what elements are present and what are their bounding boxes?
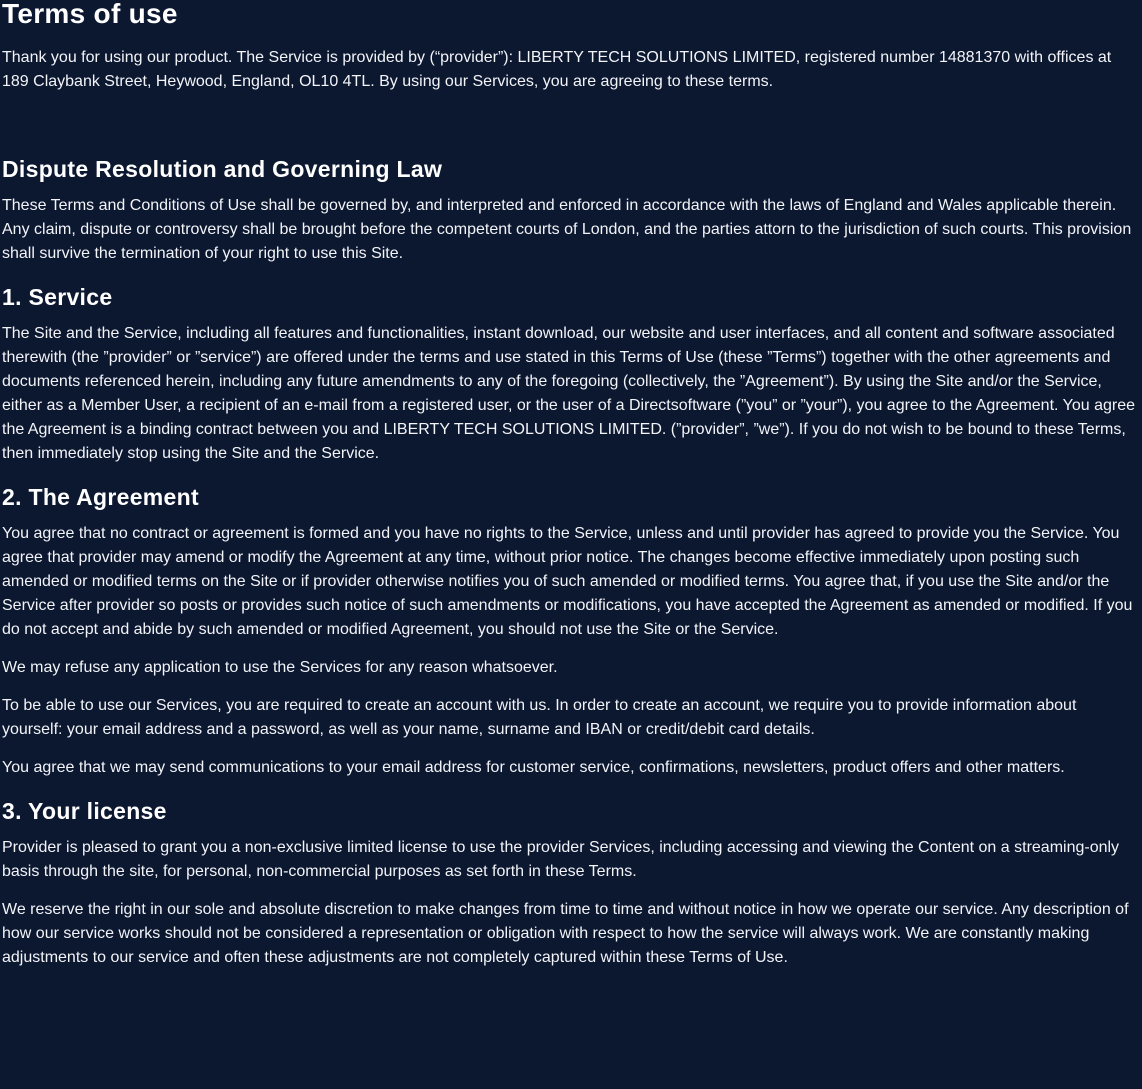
section-paragraph: We reserve the right in our sole and absolute discretion to make changes from time to time and without notice in how we operate our service. Any description of how our service works should not be considered a representation or obligation with respect to how the service will always work. We are constantly making adjustments to our service and often these adjustments are not completely captured within these Terms of Use. — [2, 901, 1129, 966]
intro-paragraph: Thank you for using our product. The Service is provided by (“provider”): LIBERTY TECH SOLUTIONS LIMITED, registered number 14881370 with offices at 189 Claybank Street, Heywood, England, OL10 4TL. By using our Services, you are agreeing to these terms. — [2, 49, 1112, 90]
terms-content — [2, 0, 1138, 984]
section-agreement — [2, 480, 1138, 780]
section-heading: 3. Your license — [2, 798, 167, 824]
section-heading: 2. The Agreement — [2, 484, 199, 510]
section-paragraph: The Site and the Service, including all features and functionalities, instant download, our website and user interfaces, and all content and software associated therewith (the ”provider” or ”service”) are offered under the terms and use stated in this Terms of Use (these ”Terms”) together with the other agreements and documents referenced herein, including any future amendments to any of the foregoing (collectively, the ”Agreement”). By using the Site and/or the Service, either as a Member User, a recipient of an e-mail from a registered user, or the user of a Directsoftware (”you” or ”your”), you agree to the Agreement. You agree the Agreement is a binding contract between you and LIBERTY TECH SOLUTIONS LIMITED. (”provider”, ”we”). If you do not wish to be bound to these Terms, then immediately stop using the Site and the Service. — [2, 325, 1135, 462]
section-license — [2, 794, 1138, 970]
section-paragraph: You agree that we may send communications to your email address for customer service, confirmations, newsletters, product offers and other matters. — [2, 759, 1065, 776]
section-heading: 1. Service — [2, 284, 113, 310]
page-title: Terms of use — [2, 0, 178, 29]
section-paragraph: To be able to use our Services, you are required to create an account with us. In order to create an account, we require you to provide information about yourself: your email address and a password, as well as your name, surname and IBAN or credit/debit card details. — [2, 697, 1077, 738]
section-paragraph: We may refuse any application to use the Services for any reason whatsoever. — [2, 659, 558, 676]
section-heading: Dispute Resolution and Governing Law — [2, 156, 443, 182]
section-paragraph: These Terms and Conditions of Use shall be governed by, and interpreted and enforced in accordance with the laws of England and Wales applicable therein. Any claim, dispute or controversy shall be brought before the competent courts of London, and the parties attorn to the jurisdiction of such courts. This provision shall survive the termination of your right to use this Site. — [2, 197, 1132, 262]
section-service — [2, 280, 1138, 466]
section-dispute-resolution — [2, 152, 1138, 266]
section-paragraph: You agree that no contract or agreement is formed and you have no rights to the Service, unless and until provider has agreed to provide you the Service. You agree that provider may amend or modify the Agreement at any time, without prior notice. The changes become effective immediately upon posting such amended or modified terms on the Site or if provider otherwise notifies you of such amended or modified terms. You agree that, if you use the Site and/or the Service after provider so posts or provides such notice of such amendments or modifications, you have accepted the Agreement as amended or modified. If you do not accept and abide by such amended or modified Agreement, you should not use the Site or the Service. — [2, 525, 1133, 638]
section-paragraph: Provider is pleased to grant you a non-exclusive limited license to use the provider Services, including accessing and viewing the Content on a streaming-only basis through the site, for personal, non-commercial purposes as set forth in these Terms. — [2, 839, 1120, 880]
